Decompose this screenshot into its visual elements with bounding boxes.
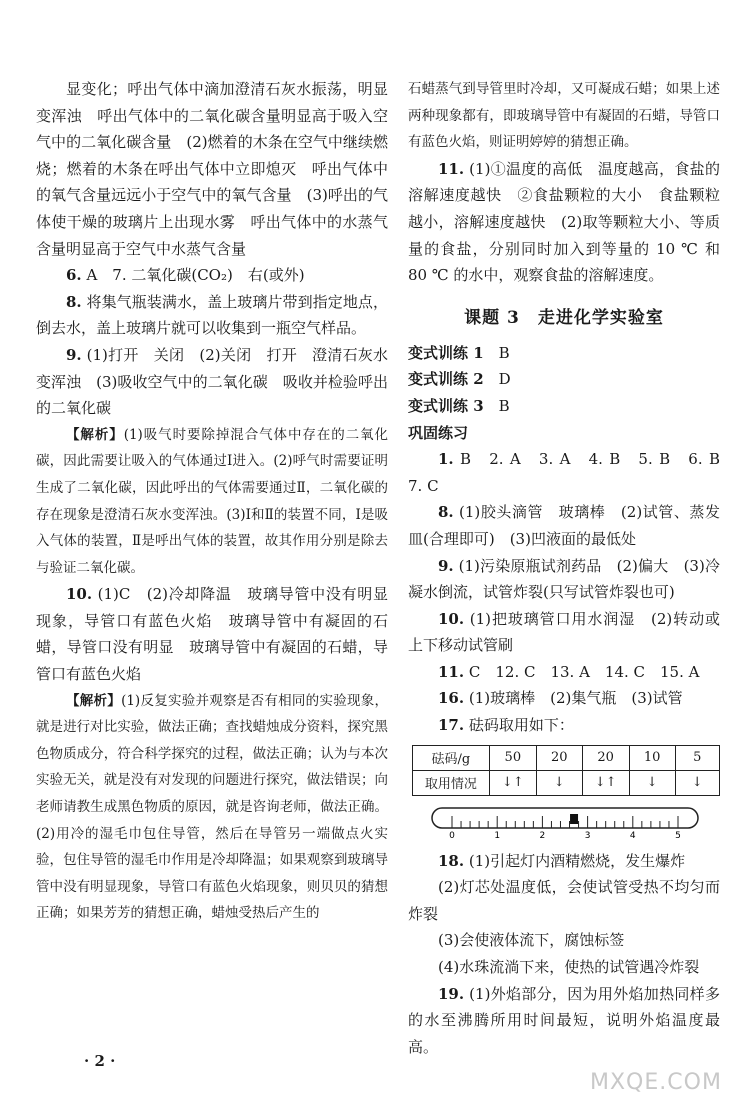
answer-text: 砝码取用如下： [464,716,574,735]
ruler-tick-label: 0 [449,830,455,838]
right-top-answers [408,76,720,289]
question-number: 18. [438,851,465,870]
answer-paragraph [36,262,388,289]
ruler-tick-label: 1 [494,830,501,838]
answer-text: 显变化；呼出气体中滴加澄清石灰水振荡，明显变浑浊 呼出气体中的二氧化碳含量明显高于吸入空气中的二氧化碳含量 (2)燃着的木条在空气中继续燃烧；燃着的木条在呼出气体中立即熄灭 呼出气体中的氧气含量远远小于空气中的氧气含量 (3)呼出的气体使干燥的玻璃片上出现水雾 呼出气体中的水蒸气含量明显高于空气中水蒸气含量 [36,80,388,258]
answer-text: (1)玻璃棒 (2)集气瓶 (3)试管 [464,689,683,708]
answer-paragraph [36,342,388,422]
ruler-tick-label: 3 [584,830,591,838]
answer-paragraph [408,553,720,606]
answer-text: (1)引起灯内酒精燃烧，发生爆炸 [464,851,686,870]
ruler-outline [432,808,698,828]
balance-ruler [430,806,700,838]
answer-paragraph [408,927,720,954]
answer-paragraph [408,499,720,552]
answer-paragraph [408,981,720,1061]
weight-value: 5 [675,745,719,770]
answer-text: (1)反复实验并观察是否有相同的实验现象，就是进行对比实验，做法正确；查找蜡烛成分资料，探究黑色物质成分，符合科学探究的过程，做法正确；认为与本次实验无关，就是没有对发现的问题进行探究，做法错误；向老师请教生成黑色物质的原因，就是咨询老师，做法正确。(2)用冷的湿毛巾包住导管，然后在导管另一端做点火实验，包住导管的湿毛巾作用是冷却降温；如果观察到玻璃导管中没有明显现象，导管口有蓝色火焰现象，则贝贝的猜想正确；如果芳芳的猜想正确，蜡烛受热后产生的 [36,692,389,922]
left-column [36,76,388,927]
usage-arrows: ↓↑ [582,770,629,795]
watermark: MXQE.COM [590,1070,722,1095]
answer-paragraph [408,366,720,393]
answer-text: (4)水珠流淌下来，使热的试管遇冷炸裂 [438,958,700,977]
answer-paragraph [36,422,388,582]
answer-text: B [483,343,510,362]
weights-table [412,745,720,796]
answer-paragraph [408,954,720,981]
answer-text: (1)胶头滴管 玻璃棒 (2)试管、蒸发皿(合理即可) (3)凹液面的最低处 [408,503,720,548]
right-bottom-answers [408,340,736,739]
question-number: 11. [438,159,465,178]
answer-paragraph [408,659,720,686]
answer-text: A 7. 二氧化碳(CO₂) 右(或外) [81,266,305,285]
answer-text: B 2. A 3. A 4. B 5. B 6. B 7. C [408,450,736,495]
usage-arrows: ↓ [536,770,582,795]
analysis-tag: 【解析】 [66,426,124,443]
answer-text: 石蜡蒸气到导管里时冷却，又可凝成石蜡；如果上述两种现象都有，即玻璃导管中有凝固的石蜡，导管口有蓝色火焰，则证明婷婷的猜想正确。 [408,81,720,151]
answer-paragraph [36,688,388,927]
answer-text: (1)把玻璃管口用水润湿 (2)转动或上下移动试管刷 [408,609,720,655]
answer-text: (1)外焰部分，因为用外焰加热同样多的水至沸腾所用时间最短，说明外焰温度最高。 [408,984,720,1056]
answer-paragraph [408,393,720,420]
answer-text: 将集气瓶装满水，盖上玻璃片带到指定地点，倒去水，盖上玻璃片就可以收集到一瓶空气样品。 [36,292,388,338]
answer-paragraph [408,420,720,447]
answer-paragraph [36,289,388,342]
answer-paragraph [408,685,720,712]
answer-text: B [483,396,510,415]
ruler-tick-label: 4 [629,830,636,838]
page-number: · 2 · [84,1052,116,1070]
question-number: 8. [438,503,454,522]
question-number: 6. [66,266,82,285]
answer-paragraph [408,874,720,927]
answer-paragraph [408,340,720,367]
question-number: 16. [438,689,465,708]
answer-text: (3)会使液体流下，腐蚀标签 [438,931,625,950]
question-number: 11. [438,662,465,681]
question-number: 9. [438,556,454,575]
weight-value: 20 [582,745,629,770]
answer-paragraph [36,76,388,262]
answer-text: D [483,370,511,389]
right-tail-answers [408,848,720,1061]
ruler-tick-label: 2 [539,830,546,838]
question-number: 1. [438,450,454,469]
exercise-heading: 变式训练 1 [408,343,484,362]
weights-row-label: 取用情况 [413,770,490,795]
usage-arrows: ↓↑ [489,770,536,795]
question-number: 10. [66,585,93,604]
answer-text: (2)灯芯处温度低，会使试管受热不均匀而炸裂 [408,878,720,923]
answer-paragraph [36,581,388,687]
answer-paragraph [408,712,720,739]
section-title: 课题 3 走进化学实验室 [464,307,664,328]
analysis-tag: 【解析】 [66,692,122,709]
answer-paragraph [408,848,720,875]
question-number: 19. [438,984,465,1003]
rider-marker [570,814,578,824]
answer-text: (1)污染原瓶试剂药品 (2)偏大 (3)冷凝水倒流，试管炸裂(只写试管炸裂也可) [408,556,720,602]
exercise-heading: 变式训练 3 [408,396,484,415]
weights-usage-row [413,770,720,795]
weight-value: 10 [629,745,675,770]
answer-text: (1)吸气时要除掉混合气体中存在的二氧化碳，因此需要让吸入的气体通过Ⅰ进入。(2)呼气时需要证明生成了二氧化碳，因此呼出的气体需要通过Ⅱ，二氧化碳的存在现象是澄清石灰水变浑浊。(3)Ⅰ和Ⅱ的装置不同，Ⅰ是吸入气体的装置，Ⅱ是呼出气体的装置，故其作用分别是除去与验证二氧化碳。 [36,426,389,576]
answer-text: (1)打开 关闭 (2)关闭 打开 澄清石灰水变浑浊 (3)吸收空气中的二氧化碳 吸收并检验呼出的二氧化碳 [36,345,388,418]
weights-header-row [413,745,720,770]
exercise-heading: 变式训练 2 [408,370,484,389]
question-number: 17. [438,716,465,735]
question-number: 9. [66,345,82,364]
question-number: 10. [438,609,465,628]
answer-paragraph [408,606,720,659]
answer-text: (1)C (2)冷却降温 玻璃导管中没有明显现象，导管口有蓝色火焰 玻璃导管中有凝固的石蜡，导管口没有明显 玻璃导管中有凝固的石蜡，导管口有蓝色火焰 [36,585,388,684]
ruler-tick-label: 5 [675,830,681,838]
usage-arrows: ↓ [629,770,675,795]
answer-paragraph [408,156,720,289]
usage-arrows: ↓ [675,770,719,795]
weight-value: 50 [489,745,536,770]
answer-paragraph [408,446,736,499]
weight-value: 20 [536,745,582,770]
answer-text: (1)①温度的高低 温度越高，食盐的溶解速度越快 ②食盐颗粒的大小 食盐颗粒越小，溶解速度越快 (2)取等颗粒大小、等质量的食盐，分别同时加入到等量的 10 ℃ 和 80 ℃ 的水中，观察食盐的溶解速度。 [408,159,720,285]
exercise-heading: 巩固练习 [408,423,469,442]
weights-header-label: 砝码/g [413,745,490,770]
right-column [408,76,736,1060]
answer-paragraph [408,76,720,156]
answer-text: C 12. C 13. A 14. C 15. A [464,662,700,681]
question-number: 8. [66,292,82,311]
